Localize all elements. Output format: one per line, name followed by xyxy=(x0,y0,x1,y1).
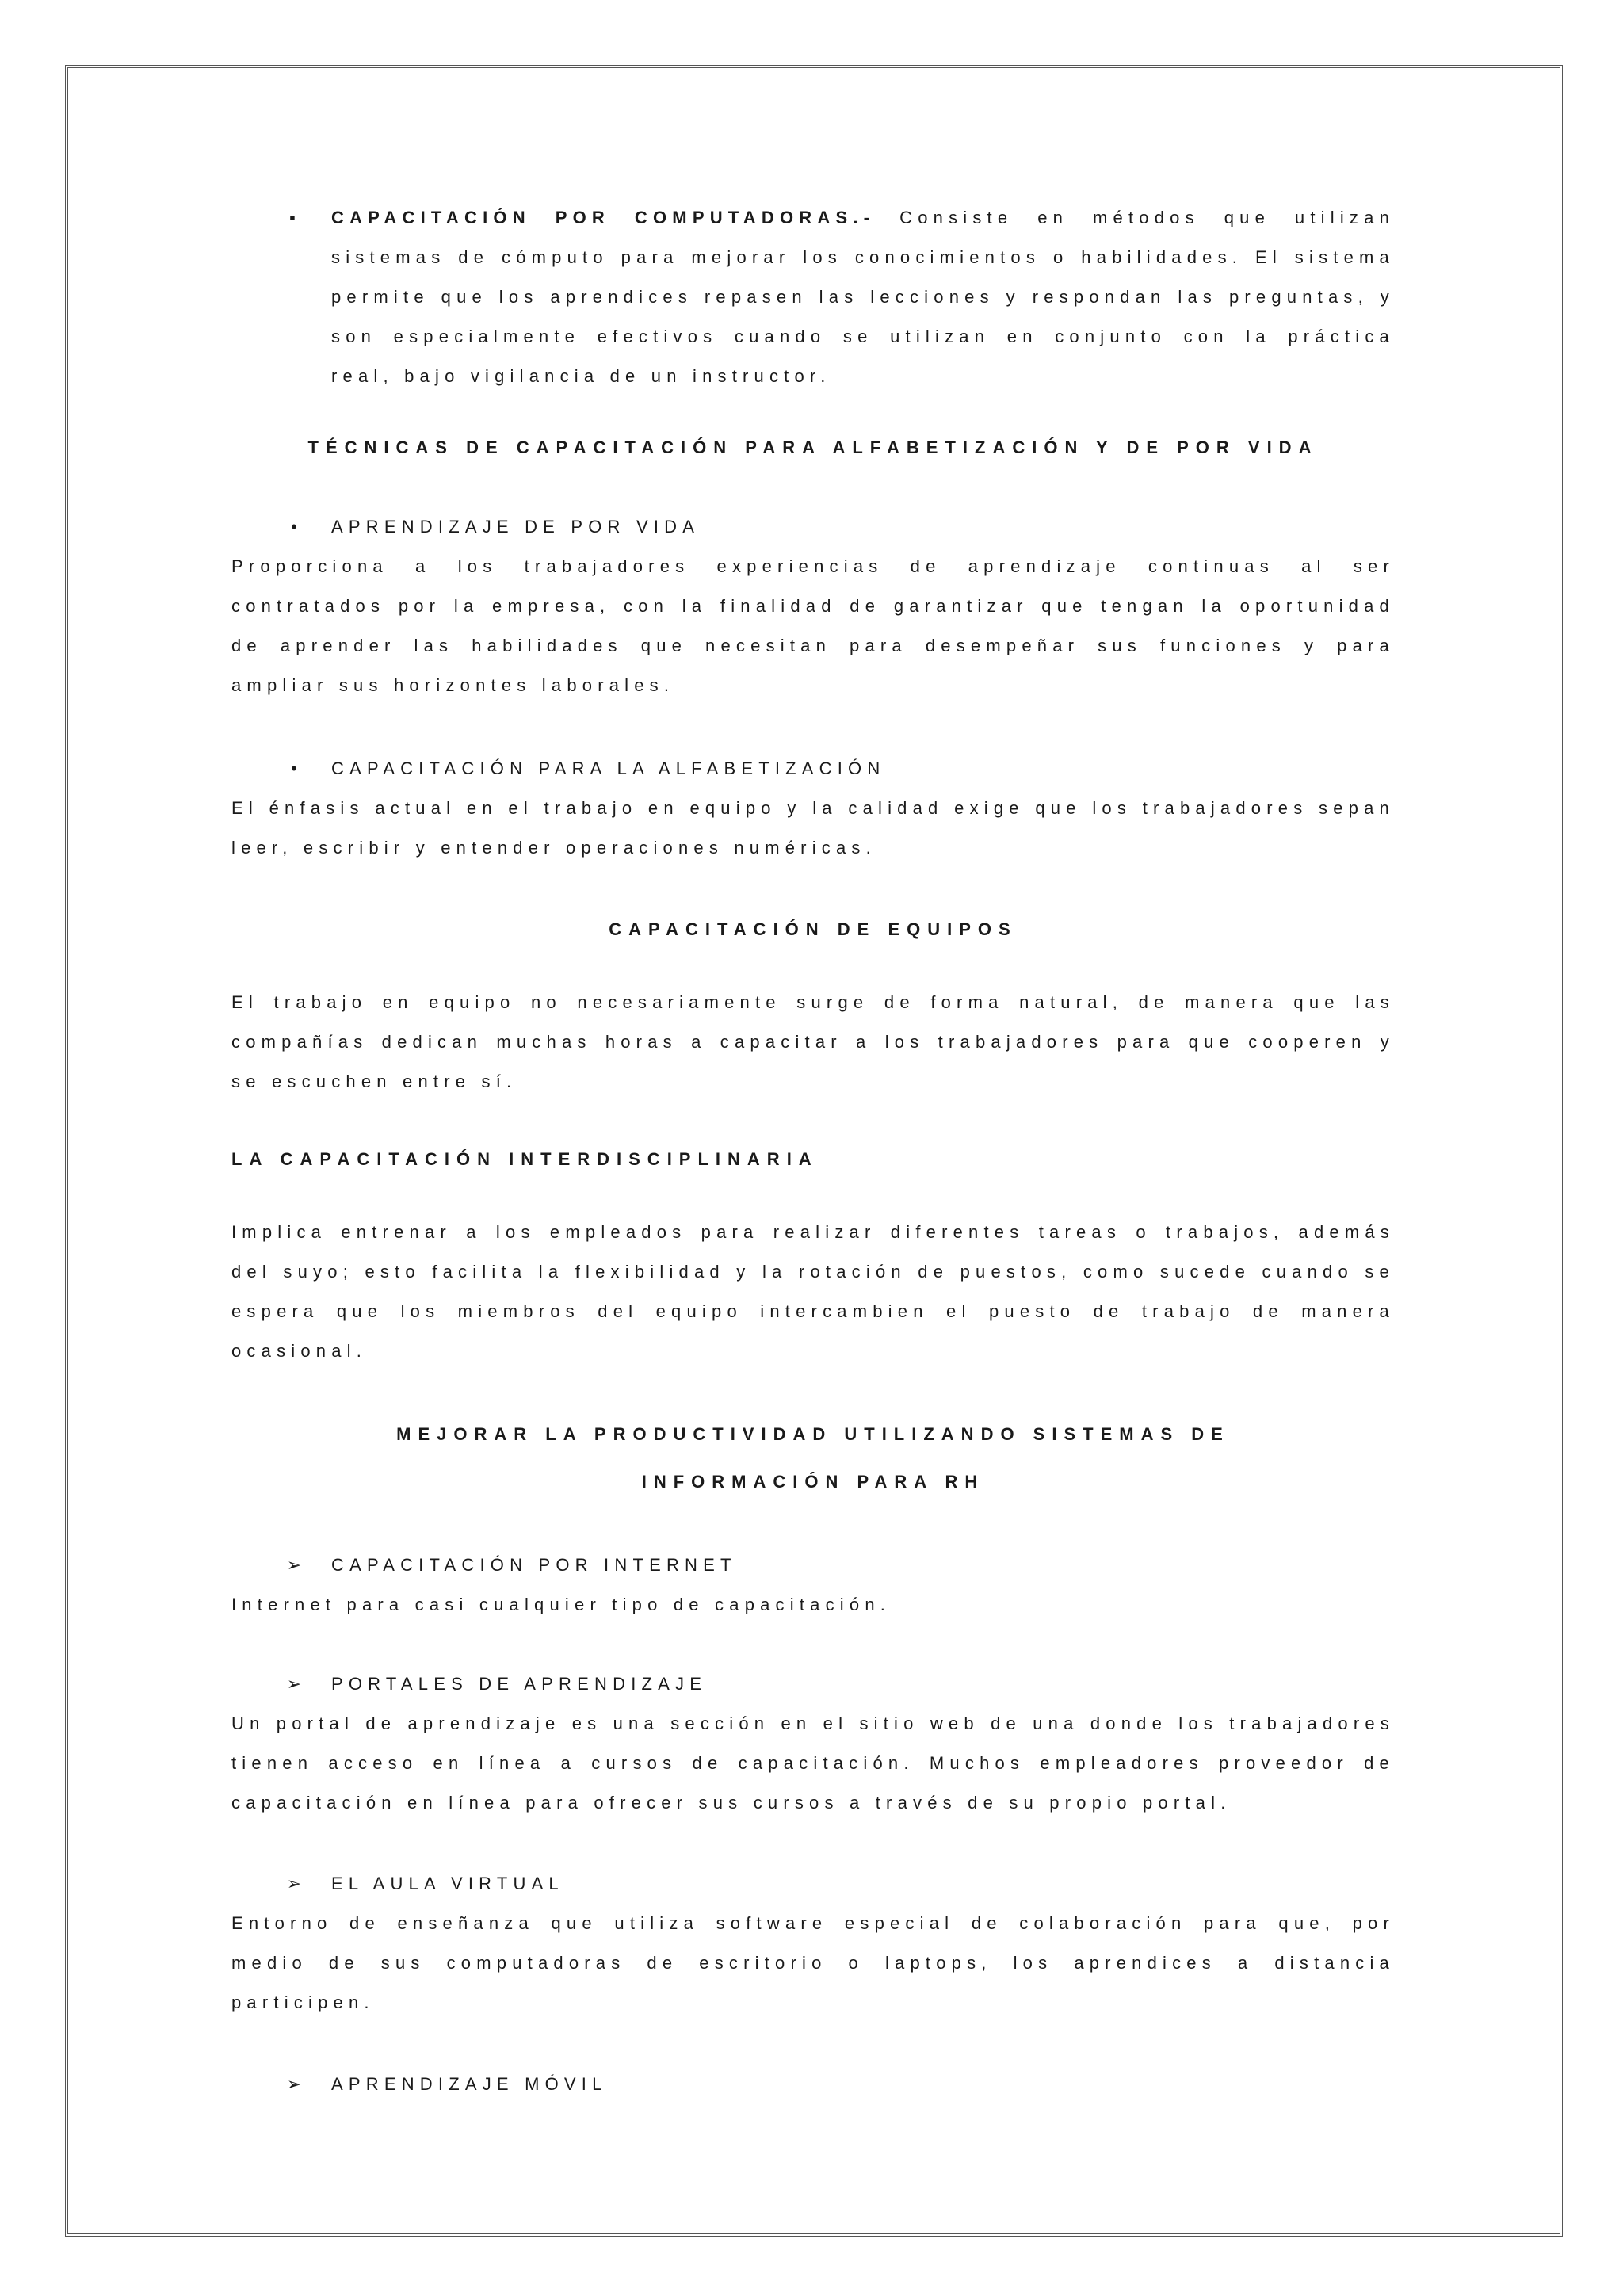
computer-training-text: Consiste en métodos que utilizan sistemas de cómputo para mejorar los conocimientos o habilidades. El sistema permite que los aprendices repasen las lecciones y respondan las preguntas, y son especialmente efectivos cuando se utilizan en conjunto con la práctica real, bajo vigilancia de un instructor. xyxy=(331,208,1396,386)
virtual-class-item xyxy=(231,1864,1395,1904)
arrow-bullet-icon: ➢ xyxy=(286,2074,302,2094)
internet-body xyxy=(231,1585,1395,1625)
computer-training-paragraph xyxy=(331,198,1395,396)
square-bullet-icon: ▪ xyxy=(289,208,296,227)
productivity-section xyxy=(231,1411,1395,1506)
lifelong-body xyxy=(231,547,1395,705)
portals-body xyxy=(231,1704,1395,1823)
arrow-bullet-icon: ➢ xyxy=(286,1674,302,1694)
computer-training-block xyxy=(231,198,1395,396)
cross-body xyxy=(231,1213,1395,1371)
virtual-class-title: EL AULA VIRTUAL xyxy=(331,1874,564,1893)
computer-training-title: CAPACITACIÓN POR COMPUTADORAS.- xyxy=(331,208,876,227)
arrow-bullet-icon: ➢ xyxy=(286,1874,302,1893)
literacy-section-heading: TÉCNICAS DE CAPACITACIÓN PARA ALFABETIZACIÓN Y DE POR VIDA xyxy=(307,437,1319,457)
arrow-bullet-icon: ➢ xyxy=(286,1555,302,1575)
literacy-text: El énfasis actual en el trabajo en equipo y la calidad exige que los trabajadores sepan leer, escribir y entender operaciones numéricas. xyxy=(231,798,1395,858)
lifelong-title: APRENDIZAJE DE POR VIDA xyxy=(331,517,701,537)
internet-text: Internet para casi cualquier tipo de capacitación. xyxy=(231,1595,892,1614)
cross-section-heading: LA CAPACITACIÓN INTERDISCIPLINARIA xyxy=(231,1149,819,1169)
virtual-class-text: Entorno de enseñanza que utiliza software especial de colaboración para que, por medio de sus computadoras de escritorio o laptops, los aprendices a distancia participen. xyxy=(231,1913,1395,2012)
lifelong-text: Proporciona a los trabajadores experiencias de aprendizaje continuas al ser contratados por la empresa, con la finalidad de garantizar que tengan la oportunidad de aprender las habilidades que necesitan para desempeñar sus funciones y para ampliar sus horizontes laborales. xyxy=(231,556,1395,695)
team-text: El trabajo en equipo no necesariamente surge de forma natural, de manera que las compañías dedican muchas horas a capacitar a los trabajadores para que cooperen y se escuchen entre sí. xyxy=(231,992,1395,1091)
round-bullet-icon: • xyxy=(291,758,297,778)
virtual-class-body xyxy=(231,1904,1395,2023)
team-body xyxy=(231,983,1395,1102)
literacy-item xyxy=(231,749,1395,789)
round-bullet-icon: • xyxy=(291,517,297,537)
mobile-item xyxy=(231,2065,1395,2104)
productivity-heading-line2: INFORMACIÓN PARA RH xyxy=(641,1472,985,1492)
mobile-title: APRENDIZAJE MÓVIL xyxy=(331,2074,608,2094)
lifelong-item xyxy=(231,507,1395,547)
literacy-title: CAPACITACIÓN PARA LA ALFABETIZACIÓN xyxy=(331,758,886,778)
productivity-heading-line1: MEJORAR LA PRODUCTIVIDAD UTILIZANDO SISTEMAS DE xyxy=(396,1424,1230,1444)
portals-title: PORTALES DE APRENDIZAJE xyxy=(331,1674,708,1694)
portals-item xyxy=(231,1664,1395,1704)
cross-section xyxy=(231,1140,1395,1179)
internet-title: CAPACITACIÓN POR INTERNET xyxy=(331,1555,737,1575)
portals-text: Un portal de aprendizaje es una sección en el sitio web de una donde los trabajadores tienen acceso en línea a cursos de capacitación. Muchos empleadores proveedor de capacitación en línea para ofrecer sus cursos a través de su propio portal. xyxy=(231,1713,1395,1813)
team-section-heading: CAPACITACIÓN DE EQUIPOS xyxy=(609,919,1018,939)
internet-item xyxy=(231,1545,1395,1585)
literacy-section xyxy=(231,428,1395,468)
literacy-body xyxy=(231,789,1395,868)
team-section xyxy=(231,910,1395,949)
cross-text: Implica entrenar a los empleados para realizar diferentes tareas o trabajos, además del suyo; esto facilita la flexibilidad y la rotación de puestos, como sucede cuando se espera que los miembros del equipo intercambien el puesto de trabajo de manera ocasional. xyxy=(231,1222,1395,1361)
